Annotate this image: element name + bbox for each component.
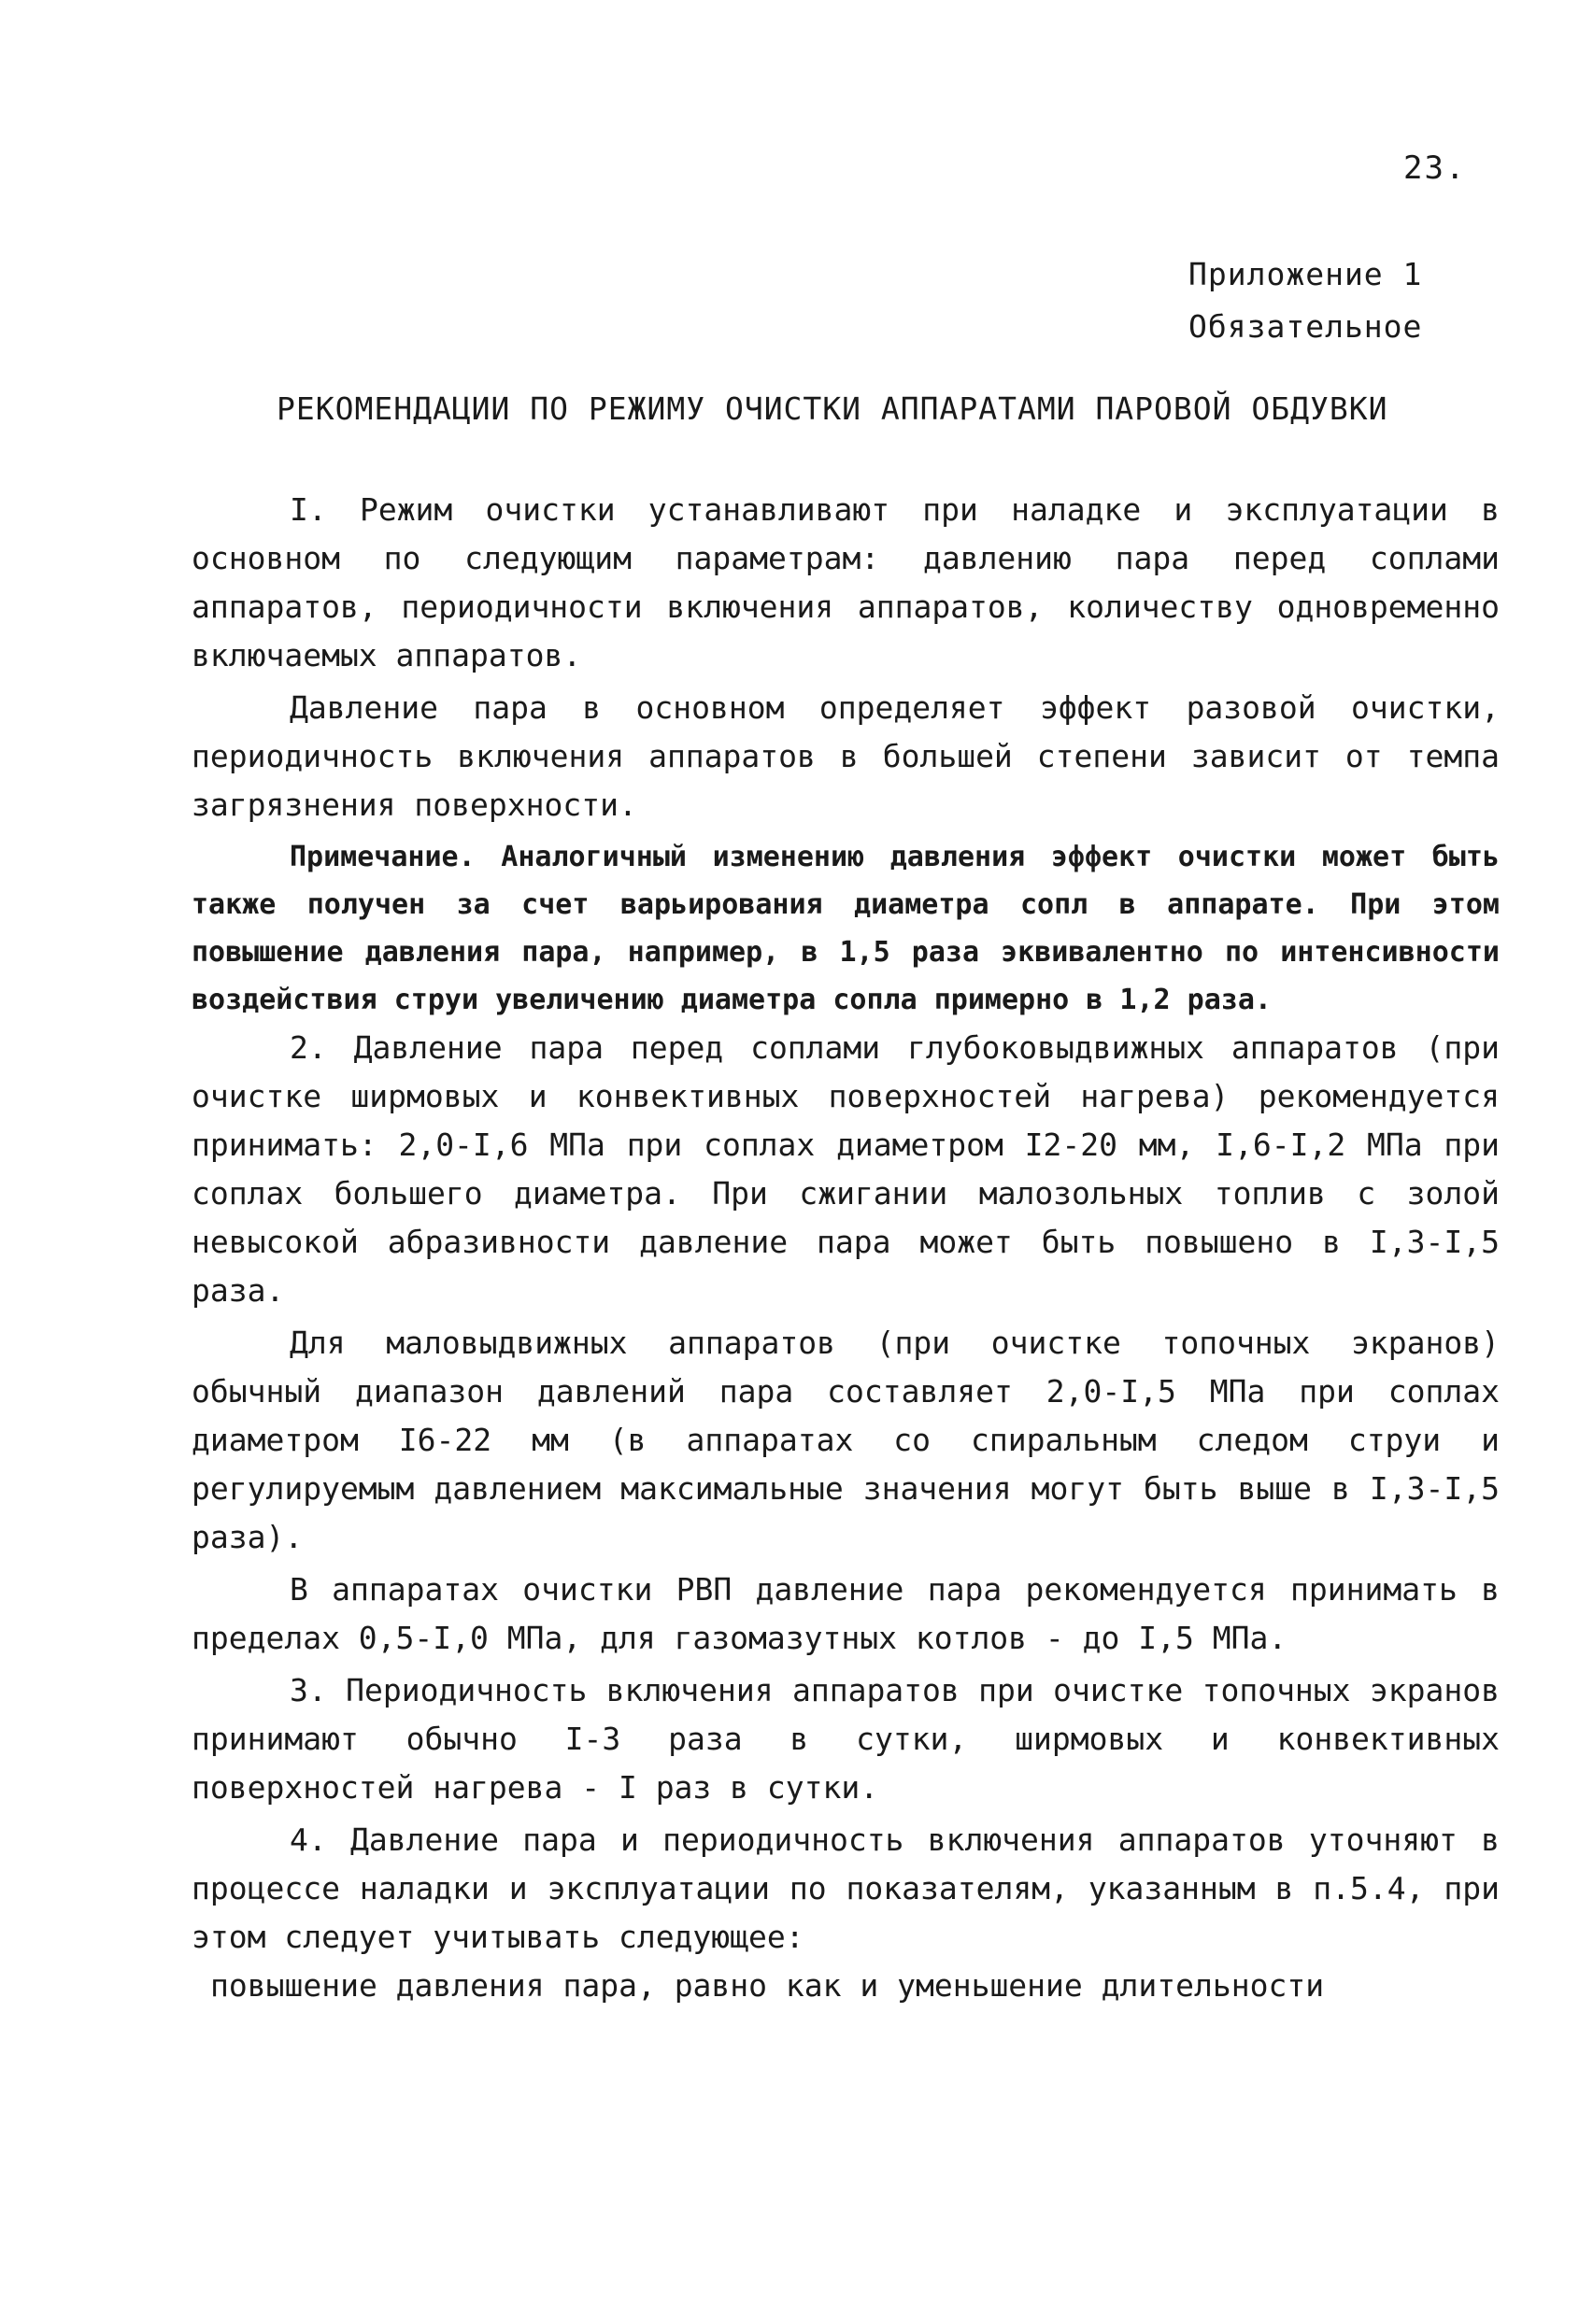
- paragraph-4: Для маловыдвижных аппаратов (при очистке топочных экранов) обычный диапазон давлений пара составляет 2,0-I,5 МПа при соплах диаметром I6-22 мм (в аппаратах со спиральным следом струи и регулируемым давлением максимальные значения могут быть выше в I,3-I,5 раза).: [192, 1325, 1500, 1555]
- paragraph-3: 2. Давление пара перед соплами глубоковыдвижных аппаратов (при очистке ширмовых и конвективных поверхностей нагрева) рекомендуется принимать: 2,0-I,6 МПа при соплах диаметром I2-20 мм, I,6-I,2 МПа при соплах большего диаметра. При сжигании малозольных топлив с золой невысокой абразивности давление пара может быть повышено в I,3-I,5 раза.: [192, 1029, 1500, 1309]
- document-title: РЕКОМЕНДАЦИИ ПО РЕЖИМУ ОЧИСТКИ АППАРАТАМИ ПАРОВОЙ ОБДУВКИ: [277, 390, 1388, 427]
- document-body: [192, 486, 1500, 2010]
- annex-label: [1188, 248, 1422, 353]
- annex-status: Обязательное: [1188, 308, 1423, 345]
- paragraph-1: I. Режим очистки устанавливают при наладке и эксплуатации в основном по следующим параметрам: давлению пара перед соплами аппаратов, периодичности включения аппаратов, количеству одновременно включаемых аппаратов.: [192, 491, 1500, 673]
- paragraph-6: 3. Периодичность включения аппаратов при очистке топочных экранов принимают обычно I-3 раза в сутки, ширмовых и конвективных поверхностей нагрева - I раз в сутки.: [192, 1672, 1500, 1806]
- note-paragraph: Примечание. Аналогичный изменению давления эффект очистки может быть также получен за счет варьирования диаметра сопл в аппарате. При этом повышение давления пара, например, в 1,5 раза эквивалентно по интенсивности воздействия струи увеличению диаметра сопла примерно в 1,2 раза.: [192, 841, 1500, 1016]
- paragraph-2: Давление пара в основном определяет эффект разовой очистки, периодичность включения аппаратов в большей степени зависит от темпа загрязнения поверхности.: [192, 689, 1500, 823]
- annex-number: Приложение 1: [1188, 256, 1423, 292]
- paragraph-7: 4. Давление пара и периодичность включения аппаратов уточняют в процессе наладки и эксплуатации по показателям, указанным в п.5.4, при этом следует учитывать следующее:: [192, 1821, 1500, 1955]
- page-number: 23.: [1403, 149, 1467, 187]
- paragraph-8: повышение давления пара, равно как и уменьшение длительности: [210, 1967, 1325, 2004]
- paragraph-5: В аппаратах очистки РВП давление пара рекомендуется принимать в пределах 0,5-I,0 МПа, для газомазутных котлов - до I,5 МПа.: [192, 1571, 1500, 1656]
